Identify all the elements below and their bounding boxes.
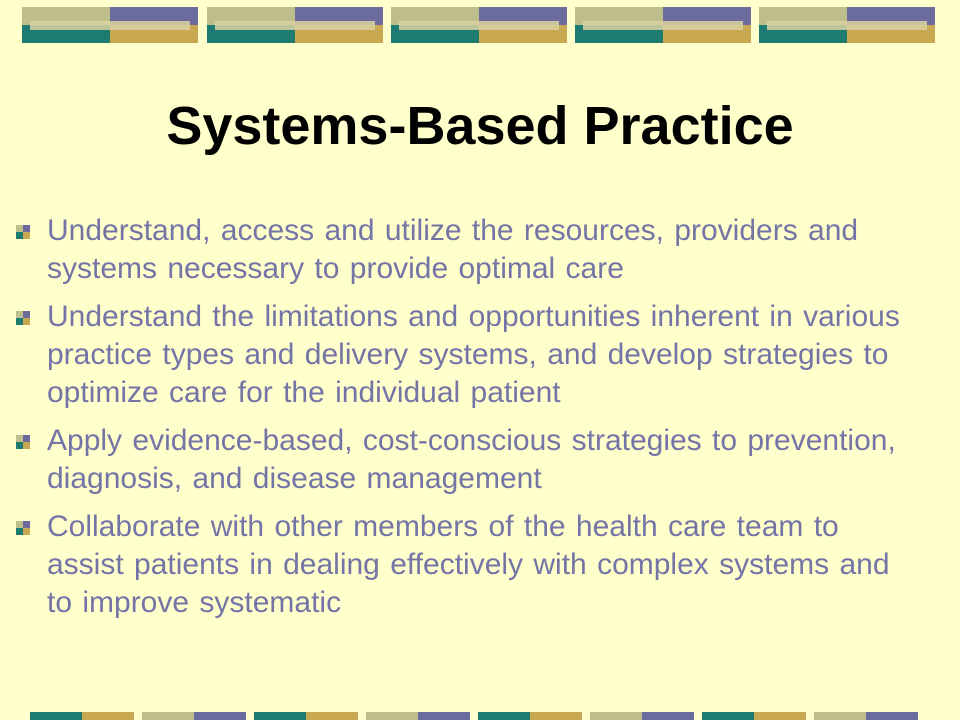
decorative-block [391, 7, 567, 43]
bullet-item [0, 212, 960, 288]
decorative-block [207, 7, 383, 43]
bullet-item [0, 422, 960, 498]
decorative-block [590, 712, 694, 720]
bullet-text: Apply evidence-based, cost-conscious strategies to prevention, diagnosis, and disease management [47, 424, 896, 495]
bottom-decorative-band [0, 708, 960, 720]
bullet-text: Understand, access and utilize the resources, providers and systems necessary to provide optimal care [47, 214, 859, 285]
quartered-square-bullet-icon [16, 521, 30, 535]
decorative-block [575, 7, 751, 43]
decorative-block [22, 7, 198, 43]
decorative-block [702, 712, 806, 720]
decorative-block [478, 712, 582, 720]
bullet-item [0, 298, 960, 412]
quartered-square-bullet-icon [16, 435, 30, 449]
decorative-block [30, 712, 134, 720]
decorative-block [814, 712, 918, 720]
decorative-block [759, 7, 935, 43]
bullet-list [0, 212, 960, 632]
bullet-text: Collaborate with other members of the health care team to assist patients in dealing effectively with complex systems and to improve systematic [47, 510, 890, 619]
decorative-block [254, 712, 358, 720]
bullet-item [0, 508, 960, 622]
decorative-block [142, 712, 246, 720]
slide-title: Systems-Based Practice [166, 96, 794, 156]
quartered-square-bullet-icon [16, 311, 30, 325]
top-decorative-band [0, 0, 960, 50]
decorative-block [366, 712, 470, 720]
quartered-square-bullet-icon [16, 225, 30, 239]
bullet-text: Understand the limitations and opportunities inherent in various practice types and delivery systems, and develop strategies to optimize care for the individual patient [47, 300, 900, 409]
